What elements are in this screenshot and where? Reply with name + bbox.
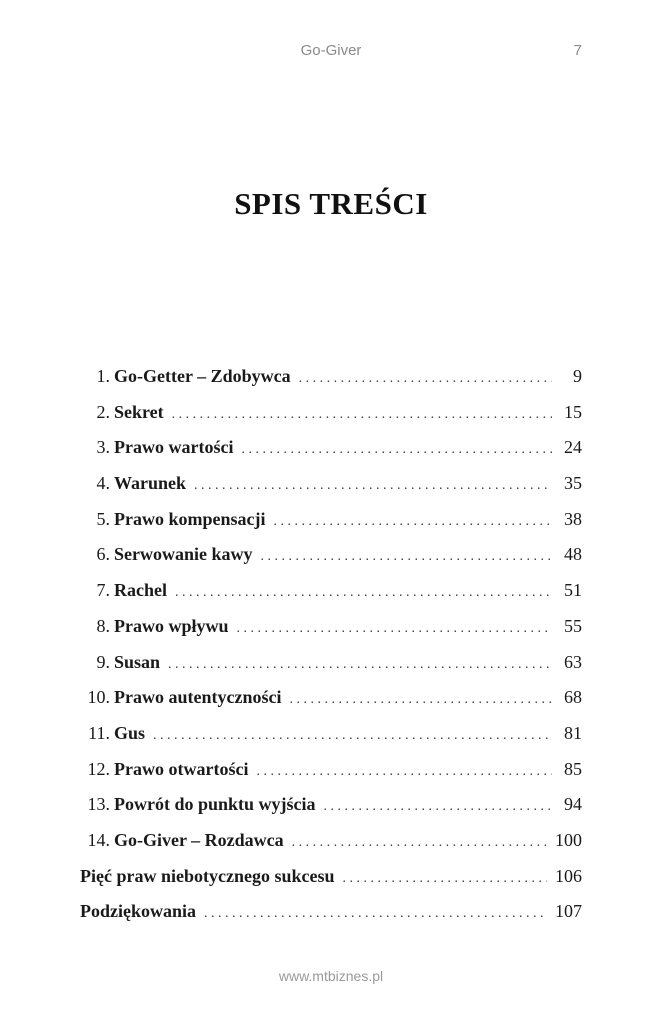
toc-entry-page: 85 (564, 758, 582, 779)
toc-entry-page: 81 (564, 722, 582, 743)
toc-dot-leader (168, 657, 552, 673)
toc-dot-leader (241, 442, 552, 458)
toc-entry (80, 723, 582, 759)
toc-entry-title: Sekret (114, 401, 164, 422)
toc-entry (80, 544, 582, 580)
toc-dot-leader (194, 478, 552, 494)
toc-entry-number: 3. (96, 437, 110, 458)
toc-dot-leader (274, 514, 553, 530)
toc-entry-page: 63 (564, 651, 582, 672)
toc-entry (80, 866, 582, 902)
toc-dot-leader (172, 407, 552, 423)
toc-dot-leader (256, 764, 552, 780)
toc-entry-number: 11. (88, 722, 110, 743)
toc-entry (80, 509, 582, 545)
table-of-contents (80, 366, 582, 937)
toc-entry (80, 366, 582, 402)
toc-entry-title: Podziękowania (80, 901, 197, 922)
toc-entry-page: 100 (555, 829, 582, 850)
toc-entry-title: Warunek (114, 473, 187, 494)
toc-entry (80, 759, 582, 795)
page-title: SPIS TREŚCI (234, 186, 428, 221)
toc-entry-page: 9 (573, 366, 582, 386)
toc-entry-title: Powrót do punktu wyjścia (114, 794, 316, 815)
toc-entry-title: Serwowanie kawy (114, 544, 253, 565)
toc-entry (80, 580, 582, 616)
toc-entry-number: 6. (96, 544, 110, 565)
toc-entry-page: 51 (564, 580, 582, 601)
toc-entry (80, 473, 582, 509)
footer-url: www.mtbiznes.pl (278, 968, 384, 984)
toc-entry-title: Go-Getter – Zdobywca (114, 366, 291, 386)
toc-entry-number: 4. (96, 473, 110, 494)
toc-entry-number: 12. (87, 758, 110, 779)
toc-entry-title: Prawo autentyczności (114, 687, 282, 708)
toc-dot-leader (261, 549, 553, 565)
toc-entry-title: Go-Giver – Rozdawca (114, 829, 284, 850)
toc-entry-page: 107 (555, 901, 582, 922)
toc-entry-page: 15 (564, 401, 582, 422)
toc-entry-page: 106 (555, 865, 582, 886)
toc-entry-title: Pięć praw niebotycznego sukcesu (80, 865, 335, 886)
toc-entry (80, 402, 582, 438)
toc-dot-leader (175, 585, 552, 601)
toc-dot-leader (237, 621, 552, 637)
toc-entry-number: 13. (87, 794, 110, 815)
toc-entry-number: 2. (96, 401, 110, 422)
toc-entry (80, 616, 582, 652)
toc-entry-title: Prawo wartości (114, 437, 234, 458)
toc-entry-title: Gus (114, 722, 146, 743)
toc-entry-page: 48 (564, 544, 582, 565)
toc-entry-title: Prawo wpływu (114, 615, 229, 636)
running-head (0, 42, 662, 62)
toc-entry-number: 7. (96, 580, 110, 601)
toc-entry-title: Rachel (114, 580, 167, 601)
toc-entry (80, 901, 582, 937)
toc-dot-leader (153, 728, 552, 744)
toc-entry-number: 5. (96, 508, 110, 529)
toc-entry-page: 68 (564, 687, 582, 708)
toc-dot-leader (324, 799, 552, 815)
toc-entry-page: 35 (564, 473, 582, 494)
toc-dot-leader (299, 371, 552, 387)
toc-entry-page: 55 (564, 615, 582, 636)
toc-entry-page: 24 (564, 437, 582, 458)
toc-dot-leader (204, 906, 547, 922)
toc-entry (80, 830, 582, 866)
running-head-book-title: Go-Giver (300, 42, 362, 59)
toc-dot-leader (289, 692, 552, 708)
toc-entry (80, 437, 582, 473)
toc-entry-number: 9. (96, 651, 110, 672)
toc-entry (80, 652, 582, 688)
toc-dot-leader (292, 835, 547, 851)
toc-entry (80, 794, 582, 830)
toc-entry-page: 94 (564, 794, 582, 815)
toc-entry-title: Prawo otwartości (114, 758, 249, 779)
toc-entry (80, 687, 582, 723)
toc-entry-number: 1. (96, 366, 110, 386)
toc-entry-page: 38 (564, 508, 582, 529)
toc-entry-title: Susan (114, 651, 161, 672)
toc-entry-title: Prawo kompensacji (114, 508, 266, 529)
toc-entry-number: 10. (87, 687, 110, 708)
running-head-page-number: 7 (573, 42, 582, 59)
toc-entry-number: 8. (96, 615, 110, 636)
toc-entry-number: 14. (87, 829, 110, 850)
toc-dot-leader (342, 871, 547, 887)
